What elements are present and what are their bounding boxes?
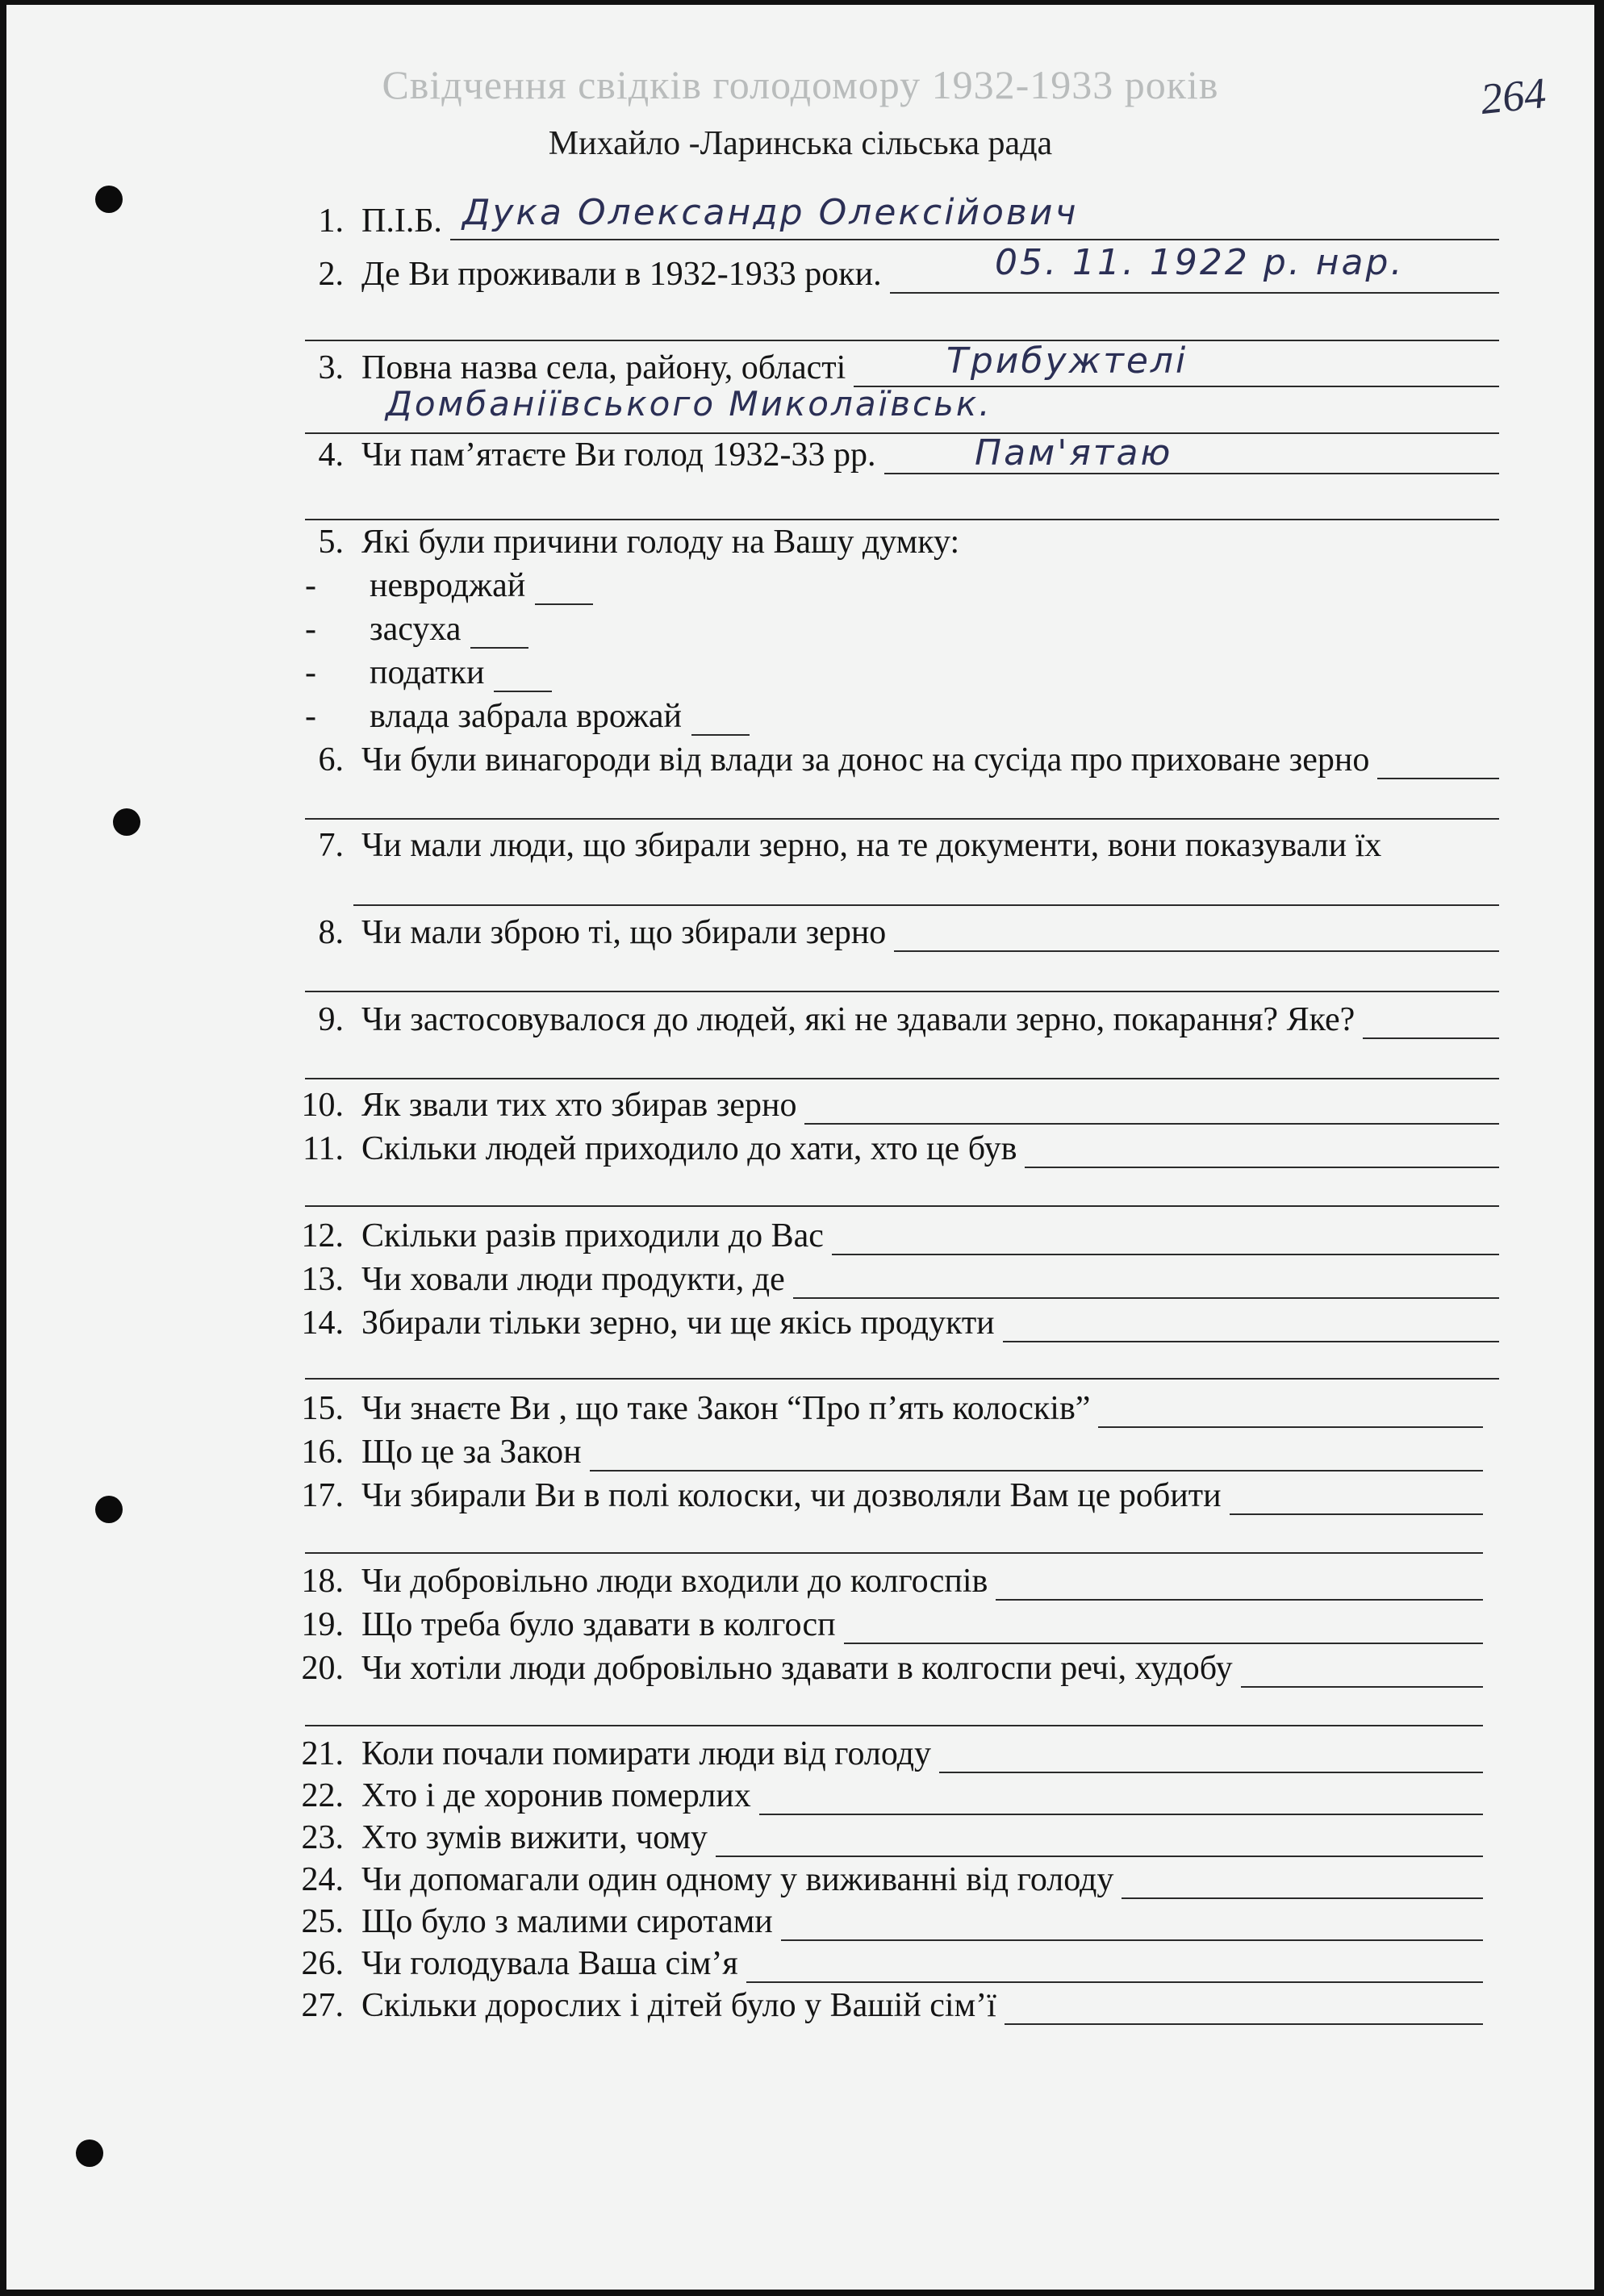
question-text: Чи добровільно люди входили до колгоспів [361,1563,988,1600]
question-10 [297,1076,1499,1125]
question-number: 12. [301,1217,344,1254]
question-8 [297,904,1499,952]
question-3 [297,339,1499,387]
question-text: Збирали тільки зерно, чи ще якісь продукти [361,1305,995,1342]
question-number: 6. [318,741,344,779]
question-9 [297,991,1499,1039]
question-number: 3. [318,349,344,386]
question-number: 1. [318,202,344,240]
question-number: 19. [301,1606,344,1643]
question-13 [297,1250,1499,1299]
question-text: Чи збирали Ви в полі колоски, чи дозволяли Вам це робити [361,1477,1222,1514]
question-number: 17. [301,1477,344,1514]
question-text: Де Ви проживали в 1932-1933 роки. [361,256,882,293]
question-text: Скільки разів приходили до Вас [361,1217,824,1254]
question-text: Скільки дорослих і дітей було у Вашій сім’ї [361,1987,996,2024]
question-7 [297,816,1499,865]
answer-field-17[interactable] [1230,1481,1483,1515]
option-label: податки [370,654,485,691]
question-number: 21. [301,1735,344,1772]
option-marker: - [305,654,316,691]
option-label: влада забрала врожай [370,698,683,735]
question-text: Чи допомагали один одному у виживанні від голоду [361,1861,1114,1898]
question-number: 23. [301,1819,344,1856]
punch-hole [95,1496,123,1523]
question-text: П.І.Б. [361,202,442,240]
question-text: Чи ховали люди продукти, де [361,1261,785,1298]
question-number: 11. [303,1130,344,1167]
question-text: Як звали тих хто збирав зерно [361,1087,797,1124]
question-number: 25. [301,1903,344,1940]
document-title: Свідчення свідків голодомору 1932-1933 років [382,62,1219,107]
question-number: 16. [301,1434,344,1471]
option-item [305,600,528,649]
question-27 [297,1977,1483,2025]
question-4 [297,426,1499,474]
option-marker: - [305,611,316,648]
page-number: 264 [1478,68,1548,124]
question-number: 26. [301,1945,344,1982]
answer-field-14[interactable] [1003,1309,1499,1342]
question-number: 10. [301,1087,344,1124]
question-24 [297,1851,1483,1899]
question-number: 22. [301,1777,344,1814]
question-number: 8. [318,914,344,951]
question-17 [297,1467,1483,1515]
answer-field-27[interactable] [1005,1991,1483,2025]
question-text: Що було з малими сиротами [361,1903,773,1940]
option-marker: - [305,698,316,735]
answer-field-6[interactable] [1377,745,1499,779]
question-22 [297,1767,1483,1815]
handwritten-dob: 05. 11. 1922 р. нар. [995,242,1405,283]
question-12 [297,1207,1499,1255]
punch-hole [95,186,123,213]
question-6 [297,731,1499,779]
question-text: Чи були винагороди від влади за донос на сусіда про приховане зерно [361,741,1370,779]
question-5 [297,513,1499,561]
question-text: Чи застосовувалося до людей, які не здавали зерно, покарання? Яке? [361,1001,1355,1038]
question-text: Що треба було здавати в колгосп [361,1606,836,1643]
handwritten-name: Дука Олександр Олексійович [462,192,1079,233]
answer-field-11[interactable] [1025,1134,1499,1168]
question-text: Коли почали помирати люди від голоду [361,1735,932,1772]
question-text: Чи голодувала Ваша сім’я [361,1945,738,1982]
question-number: 20. [301,1650,344,1687]
question-number: 14. [301,1305,344,1342]
question-text: Чи пам’ятаєте Ви голод 1932-33 рр. [361,436,876,474]
question-14 [297,1294,1499,1342]
question-21 [297,1725,1483,1773]
question-number: 7. [318,827,344,864]
question-text: Чи хотіли люди добровільно здавати в колгоспи речі, худобу [361,1650,1233,1687]
punch-hole [113,808,140,836]
question-text: Чи мали зброю ті, що збирали зерно [361,914,887,951]
question-18 [297,1552,1483,1601]
handwritten-district: Домбаніївського Миколаївськ. [386,384,992,424]
question-16 [297,1423,1483,1472]
question-number: 2. [318,256,344,293]
question-26 [297,1935,1483,1983]
question-15 [297,1380,1483,1428]
question-20 [297,1639,1483,1688]
question-number: 24. [301,1861,344,1898]
question-number: 9. [318,1001,344,1038]
question-25 [297,1893,1483,1941]
question-text: Хто зумів вижити, чому [361,1819,708,1856]
option-item [305,687,750,736]
question-text: Скільки людей приходило до хати, хто це був [361,1130,1017,1167]
question-text: Чи знаєте Ви , що таке Закон “Про п’ять колосків” [361,1390,1091,1427]
question-number: 13. [301,1261,344,1298]
question-text: Чи мали люди, що збирали зерно, на те документи, вони показували їх [361,827,1382,864]
question-23 [297,1809,1483,1857]
answer-field-20[interactable] [1241,1654,1483,1688]
question-11 [297,1120,1499,1168]
question-number: 18. [301,1563,344,1600]
question-text: Що це за Закон [361,1434,582,1471]
option-answer-field[interactable] [535,571,593,605]
handwritten-remember: Пам'ятаю [975,432,1173,474]
document-subtitle: Михайло -Ларинська сільська рада [548,125,1053,162]
question-text: Які були причини голоду на Вашу думку: [361,524,960,561]
option-item [305,557,593,605]
question-number: 27. [301,1987,344,2024]
questionnaire-sheet [6,5,1594,2290]
punch-hole [76,2139,103,2167]
question-text: Хто і де хоронив померлих [361,1777,751,1814]
question-number: 15. [301,1390,344,1427]
option-marker: - [305,567,316,604]
option-label: невроджай [370,567,526,604]
answer-field-8[interactable] [894,918,1499,952]
option-label: засуха [370,611,462,648]
handwritten-village: Трибужтелі [946,340,1188,382]
question-number: 5. [318,524,344,561]
question-number: 4. [318,436,344,474]
answer-field-9[interactable] [1363,1005,1499,1039]
question-text: Повна назва села, району, області [361,349,846,386]
option-item [305,644,552,692]
question-19 [297,1596,1483,1644]
